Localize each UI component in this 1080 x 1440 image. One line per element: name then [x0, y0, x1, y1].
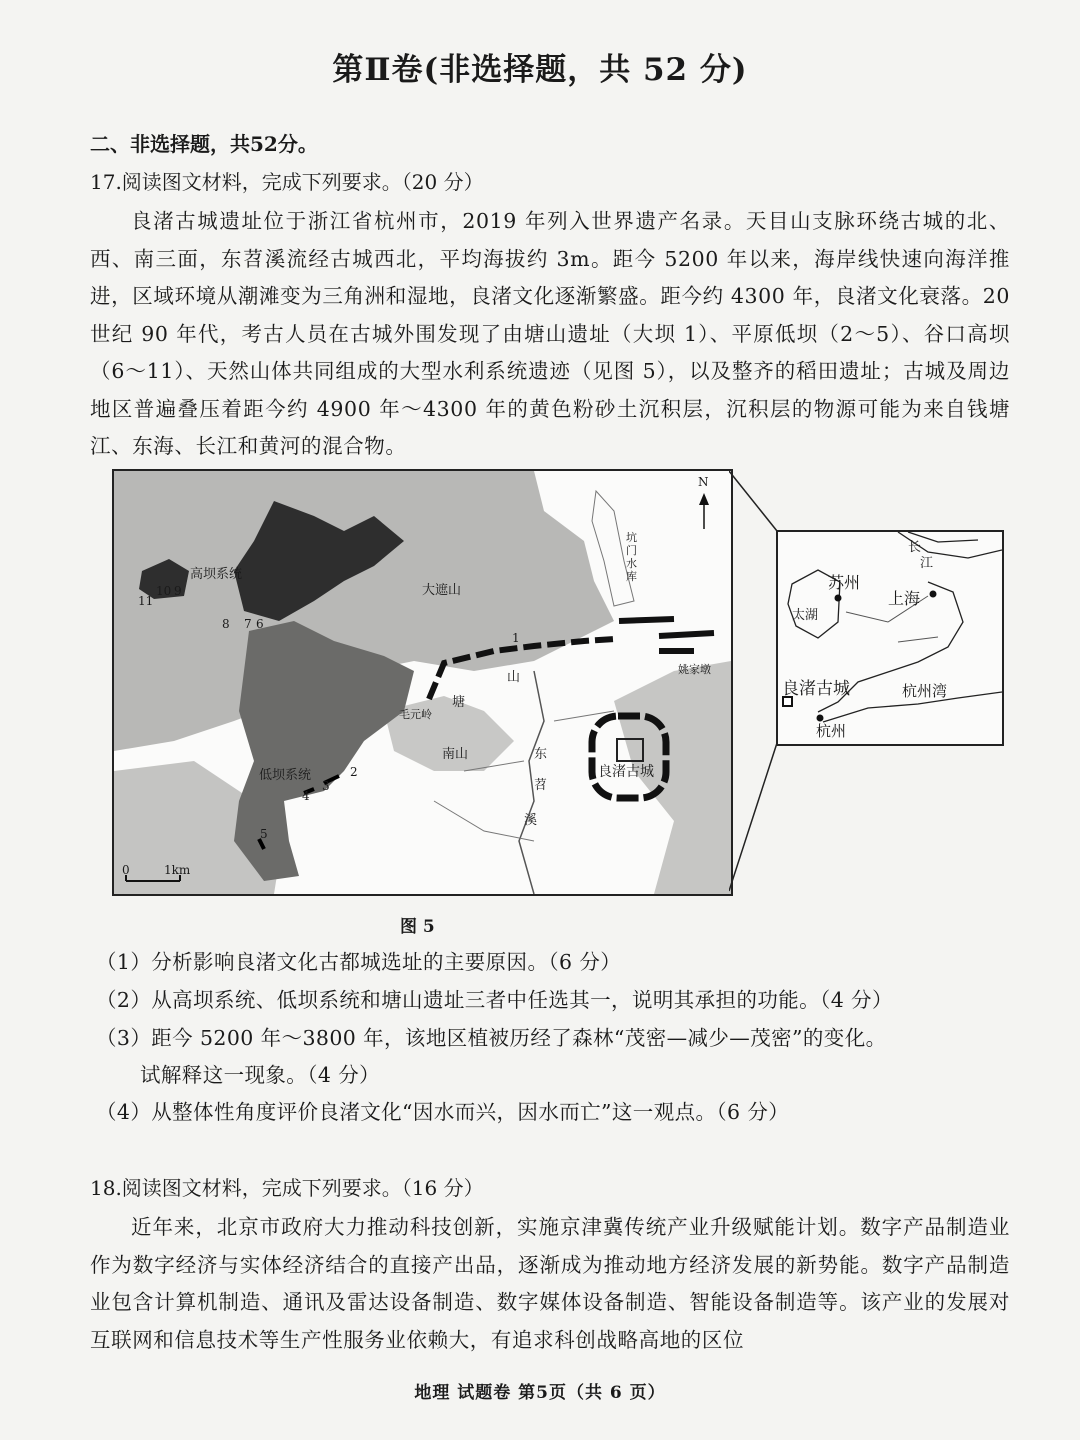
q17-sub-3-cont: 试解释这一现象。（4 分）	[140, 1063, 381, 1087]
inset-suzhou: 苏州	[828, 573, 861, 592]
dam-number-7: 7	[244, 617, 252, 631]
label-dong: 东	[534, 747, 548, 762]
dam-number-9: 9	[174, 584, 182, 598]
dam-number-4: 4	[302, 789, 310, 803]
q17-sub-1: （1）分析影响良渚文化古都城选址的主要原因。（6 分）	[96, 950, 622, 974]
inset-hangzhou-bay: 杭州湾	[902, 682, 948, 700]
dam-number-10: 10	[156, 584, 172, 598]
label-scale-zero: 0	[122, 863, 130, 877]
label-dazhe-mountain: 大遮山	[422, 583, 462, 598]
inset-hangzhou: 杭州	[816, 722, 847, 740]
terrain-map	[114, 471, 731, 894]
dam-number-8: 8	[222, 617, 230, 631]
q17-sub-3: （3）距今 5200 年～3800 年，该地区植被历经了森林“茂密—减少—茂密”的变化。	[96, 1026, 887, 1050]
dam-number-11: 11	[138, 594, 154, 608]
inset-location-map	[776, 530, 1004, 746]
dam-number-1: 1	[512, 631, 520, 645]
label-yaojiadun: 姚家墩	[678, 663, 711, 676]
page-footer: 地理 试题卷 第5页（共 6 页）	[414, 1383, 666, 1403]
label-tang: 塘	[452, 695, 466, 710]
label-low-dam: 低坝系统	[259, 768, 312, 783]
north-dam-segments	[619, 619, 714, 651]
label-tiao: 苕	[534, 778, 548, 793]
inset-jiang: 江	[920, 556, 934, 571]
q17-sub-2: （2）从高坝系统、低坝系统和塘山遗址三者中任选其一，说明其承担的功能。（4 分）	[96, 988, 893, 1012]
q17-material: 良渚古城遗址位于浙江省杭州市，2019 年列入世界遗产名录。天目山支脉环绕古城的北、西、南三面，东苕溪流经古城西北，平均海拔约 3m。距今 5200 年以来，海岸线快速向海洋推进，区域环境从潮滩变为三角洲和湿地，良渚文化逐渐繁盛。距今约 4300 年，良渚文化衰落。20 世纪 90 年代，考古人员在古城外围发现了由塘山遗址（大坝 1）、平原低坝（2～5）、谷口高坝（6～11）、天然山体共同组成的大型水利系统遗迹（见图 5），以及整齐的稻田遗址；古城及周边地区普遍叠压着距今约 4900 年～4300 年的黄色粉砂土沉积层，沉积层的物源可能为来自钱塘江、东海、长江和黄河的混合物。	[90, 209, 1010, 458]
figure-5-map	[112, 469, 733, 896]
figure-caption: 图 5	[400, 917, 435, 937]
q18-heading: 18.阅读图文材料，完成下列要求。（16 分）	[90, 1176, 484, 1200]
label-high-dam: 高坝系统	[190, 567, 243, 582]
inset-liangzhu: 良渚古城	[782, 679, 850, 699]
inset-map-drawing	[778, 532, 1002, 744]
label-scale-km: 1km	[164, 863, 191, 877]
label-nanshan: 南山	[442, 747, 469, 762]
q17-sub-4: （4）从整体性角度评价良渚文化“因水而兴，因水而亡”这一观点。（6 分）	[96, 1100, 790, 1124]
label-shan: 山	[507, 670, 521, 685]
dam-number-2: 2	[350, 765, 358, 779]
paper-title: 第Ⅱ卷(非选择题，共 52 分)	[332, 52, 748, 88]
section-heading: 二、非选择题，共52分。	[90, 132, 318, 156]
inset-taihu: 太湖	[792, 608, 819, 623]
inset-shanghai: 上海	[888, 589, 921, 608]
dam-number-3: 3	[322, 779, 330, 793]
label-liangzhu-city: 良渚古城	[598, 764, 654, 780]
label-maoyuanling: 毛元岭	[399, 708, 432, 721]
dam-number-5: 5	[260, 827, 268, 841]
label-north: N	[698, 475, 709, 489]
label-xi: 溪	[524, 813, 538, 828]
inset-connector	[729, 469, 779, 894]
q18-material: 近年来，北京市政府大力推动科技创新，实施京津冀传统产业升级赋能计划。数字产品制造业作为数字经济与实体经济结合的直接产出品，逐渐成为推动地方经济发展的新势能。数字产品制造业包含计算机制造、通讯及雷达设备制造、数字媒体设备制造、智能设备制造等。该产业的发展对互联网和信息技术等生产性服务业依赖大，有追求科创战略高地的区位	[90, 1215, 1010, 1352]
label-kengmen: 坑门水库	[626, 531, 637, 583]
inset-chang: 长	[908, 540, 922, 555]
dam-number-6: 6	[256, 617, 264, 631]
q17-heading: 17.阅读图文材料，完成下列要求。（20 分）	[90, 170, 484, 194]
